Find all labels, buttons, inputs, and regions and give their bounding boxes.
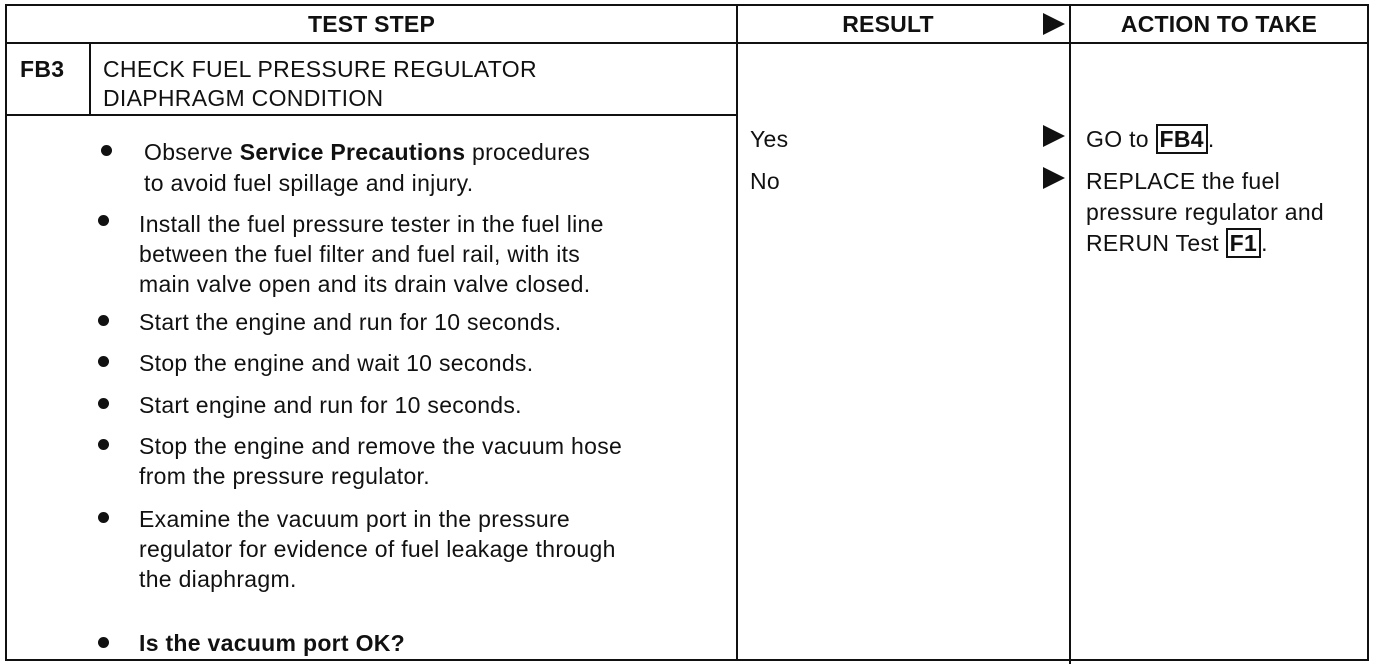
instruction-7-line1: Examine the vacuum port in the pressure [139,506,571,532]
col-divider-result [1069,4,1071,664]
test-ref-f1: F1 [1226,228,1261,258]
header-action-to-take: ACTION TO TAKE [1120,11,1318,37]
header-result: RESULT [842,11,934,37]
bullet-icon [98,637,109,648]
header-arrow-icon [1043,13,1065,35]
bullet-icon [98,512,109,523]
header-bottom-border [5,42,1369,44]
action-yes: GO to FB4 . [1086,126,1215,152]
bullet-icon [98,356,109,367]
action-no-line3: RERUN Test F1 . [1086,230,1268,256]
table-right-border [1367,4,1369,661]
instruction-7-line3: the diaphragm. [139,566,297,592]
instruction-2-line2: between the fuel filter and fuel rail, with its [139,241,581,267]
instruction-6-line1: Stop the engine and remove the vacuum hose [139,433,623,459]
table-bottom-border [5,659,1369,661]
result-no-arrow-icon [1043,167,1065,189]
bullet-icon [101,145,112,156]
col-divider-test-step [736,4,738,661]
instruction-7-line2: regulator for evidence of fuel leakage through [139,536,616,562]
instruction-3: Start the engine and run for 10 seconds. [139,309,562,335]
instruction-4: Stop the engine and wait 10 seconds. [139,350,534,376]
result-no: No [750,168,781,194]
instruction-1-line1: Observe Service Precautions procedures [144,139,591,165]
bullet-icon [98,398,109,409]
result-yes-arrow-icon [1043,125,1065,147]
instruction-6-line2: from the pressure regulator. [139,463,430,489]
instruction-1-line2: to avoid fuel spillage and injury. [144,170,474,196]
test-ref-fb4: FB4 [1156,124,1208,154]
bullet-icon [98,439,109,450]
bullet-icon [98,215,109,226]
table-left-border [5,4,7,661]
step-title-line1: CHECK FUEL PRESSURE REGULATOR [103,56,537,82]
action-no-line1: REPLACE the fuel [1086,168,1281,194]
step-title-line2: DIAPHRAGM CONDITION [103,85,384,111]
step-title-bottom-border [5,114,738,116]
step-id: FB3 [20,56,65,82]
header-test-step: TEST STEP [307,11,436,37]
instruction-2-line3: main valve open and its drain valve closed. [139,271,591,297]
service-precautions-emphasis: Service Precautions [239,139,466,165]
bullet-icon [98,315,109,326]
instruction-5: Start engine and run for 10 seconds. [139,392,522,418]
instruction-2-line1: Install the fuel pressure tester in the fuel line [139,211,604,237]
step-id-divider [89,44,91,116]
result-yes: Yes [750,126,789,152]
action-no-line2: pressure regulator and [1086,199,1325,225]
question: Is the vacuum port OK? [139,630,406,656]
